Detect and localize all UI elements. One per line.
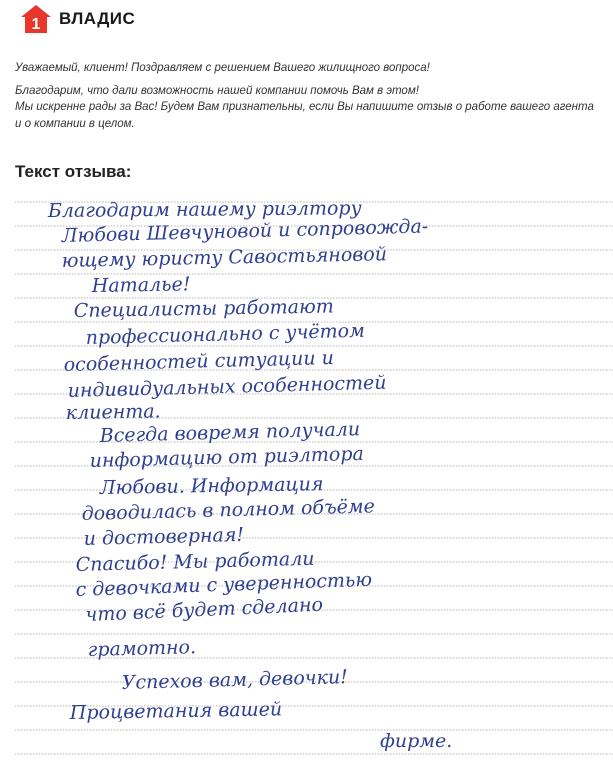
review-title: Текст отзыва: (15, 162, 132, 181)
handwritten-line: Всегда вовремя получали (99, 418, 361, 447)
handwritten-line: и достоверная! (83, 523, 245, 550)
greeting-line: Уважаемый, клиент! Поздравляем с решением Вашего жилищного вопроса! (15, 62, 430, 74)
handwritten-line: Процветания вашей (69, 698, 283, 724)
greeting-line: Мы искренне рады за Вас! Будем Вам признательны, если Вы напишите отзыв о работе вашего агента и о компании в целом. (15, 101, 594, 130)
handwritten-line: клиента. (65, 400, 161, 424)
handwritten-line: Благодарим нашему риэлтору (47, 197, 362, 222)
handwritten-line: информацию от риэлтора (89, 442, 365, 472)
handwritten-line: Успехов вам, девочки! (121, 666, 349, 694)
handwritten-line: Специалисты работают (73, 295, 334, 322)
handwritten-line: фирме. (380, 730, 453, 752)
logo-digit: 1 (31, 16, 41, 33)
handwritten-line: особенностей ситуации и (63, 346, 335, 376)
handwritten-line: с девочками с уверенностью (75, 568, 373, 601)
handwritten-line: Наталье! (91, 273, 191, 297)
handwritten-line: грамотно. (87, 636, 197, 661)
handwritten-line: что всё будет сделано (85, 593, 324, 626)
logo-text: ВЛАДИС (59, 9, 136, 28)
handwritten-line: индивидуальных особенностей (67, 371, 387, 402)
handwritten-line: профессионально с учётом (85, 319, 366, 349)
handwritten-line: Любови. Информация (99, 473, 324, 499)
handwritten-line: Любови Шевчуновой и сопровожда- (61, 215, 429, 247)
handwritten-line: доводилась в полном объёме (81, 495, 376, 525)
handwritten-line: ющему юристу Савостьяновой (61, 243, 388, 272)
handwritten-line: Спасибо! Мы работали (75, 547, 315, 576)
greeting-line: Благодарим, что дали возможность нашей компании помочь Вам в этом! (15, 84, 419, 97)
